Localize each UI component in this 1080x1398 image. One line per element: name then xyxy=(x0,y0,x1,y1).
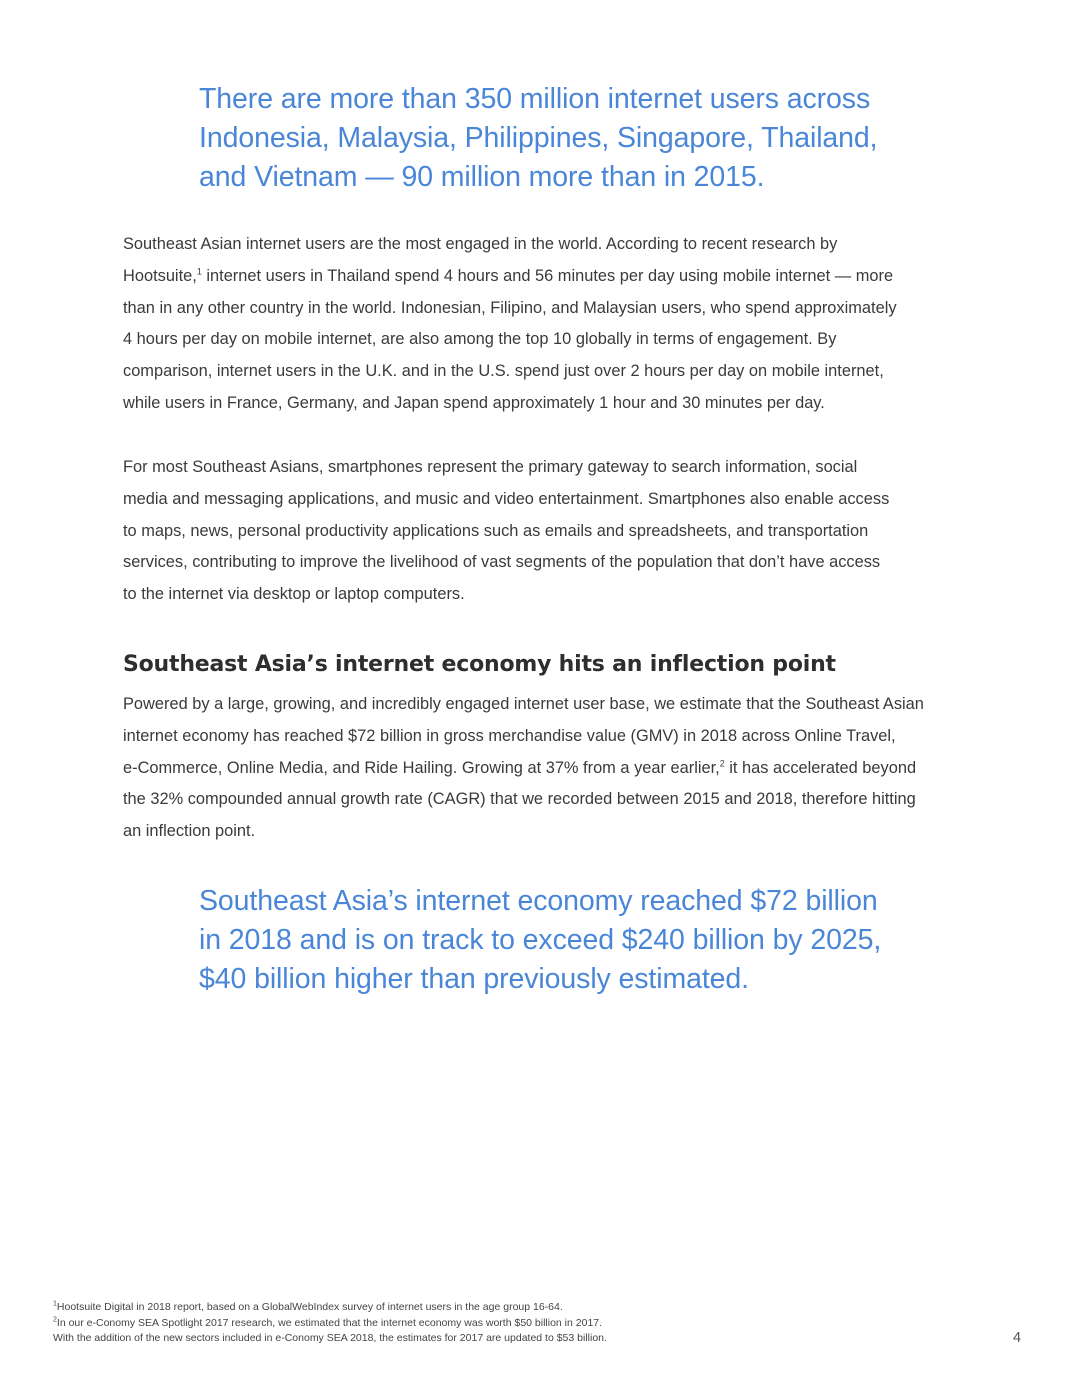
quote-line: $40 billion higher than previously estimated. xyxy=(199,963,749,995)
section-heading: Southeast Asia’s internet economy hits an inflection point xyxy=(123,652,836,677)
footnote-text: With the addition of the new sectors included in e-Conomy SEA 2018, the estimates for 2017 are updated to $53 billion. xyxy=(53,1332,607,1345)
footnote-marker: 2 xyxy=(53,1316,57,1324)
paragraph-line xyxy=(123,753,973,785)
footnote-marker: 1 xyxy=(53,1300,57,1308)
paragraph-engagement xyxy=(123,229,973,420)
paragraph-line xyxy=(123,261,973,293)
paragraph-line: For most Southeast Asians, smartphones represent the primary gateway to search information, social xyxy=(123,458,858,476)
paragraph-line: 4 hours per day on mobile internet, are also among the top 10 globally in terms of engagement. By xyxy=(123,330,837,349)
quote-line: There are more than 350 million internet users across xyxy=(199,83,871,115)
footnote-3 xyxy=(53,1331,607,1347)
pull-quote-internet-users xyxy=(199,80,919,197)
paragraph-line: internet economy has reached $72 billion in gross merchandise value (GMV) in 2018 across Online Travel, xyxy=(123,726,896,745)
paragraph-line: comparison, internet users in the U.K. and in the U.S. spend just over 2 hours per day on mobile internet, xyxy=(123,362,884,381)
quote-line: and Vietnam — 90 million more than in 2015. xyxy=(199,161,765,193)
paragraph-smartphones xyxy=(123,452,973,611)
paragraph-text: e-Commerce, Online Media, and Ride Hailing. Growing at 37% from a year earlier, xyxy=(123,758,720,777)
paragraph-line: Powered by a large, growing, and incredibly engaged internet user base, we estimate that the Southeast Asian xyxy=(123,695,924,713)
paragraph-line: services, contributing to improve the livelihood of vast segments of the population that don’t have access xyxy=(123,553,881,572)
paragraph-line: the 32% compounded annual growth rate (CAGR) that we recorded between 2015 and 2018, therefore hitting xyxy=(123,790,916,809)
paragraph-line: to maps, news, personal productivity applications such as emails and spreadsheets, and transportation xyxy=(123,521,869,540)
footnote-text: In our e-Conomy SEA Spotlight 2017 research, we estimated that the internet economy was worth $50 billion in 2017. xyxy=(56,1316,603,1329)
paragraph-text: internet users in Thailand spend 4 hours and 56 minutes per day using mobile internet — more xyxy=(201,266,894,285)
paragraph-line: Southeast Asian internet users are the most engaged in the world. According to recent research by xyxy=(123,235,838,253)
paragraph-line: media and messaging applications, and music and video entertainment. Smartphones also enable access xyxy=(123,489,890,508)
footnote-text: Hootsuite Digital in 2018 report, based on a GlobalWebIndex survey of internet users in the age group 16-64. xyxy=(56,1301,563,1313)
footnote-1 xyxy=(53,1300,607,1316)
page-number: 4 xyxy=(1013,1330,1022,1346)
quote-line: in 2018 and is on track to exceed $240 billion by 2025, xyxy=(199,924,882,956)
paragraph-line: than in any other country in the world. Indonesian, Filipino, and Malaysian users, who spend approximately xyxy=(123,298,897,317)
quote-line: Indonesia, Malaysia, Philippines, Singapore, Thailand, xyxy=(199,122,878,154)
footnotes xyxy=(53,1300,607,1347)
paragraph-internet-economy xyxy=(123,689,973,848)
paragraph-line: while users in France, Germany, and Japan spend approximately 1 hour and 30 minutes per day. xyxy=(123,393,825,412)
footnote-2 xyxy=(53,1316,607,1332)
footnote-ref: 1 xyxy=(196,266,202,277)
paragraph-text: it has accelerated beyond xyxy=(724,758,917,777)
footnote-ref: 2 xyxy=(719,758,725,769)
paragraph-text: Hootsuite, xyxy=(123,266,197,285)
quote-line: Southeast Asia’s internet economy reached $72 billion xyxy=(199,885,878,917)
paragraph-line: an inflection point. xyxy=(123,822,256,841)
paragraph-line: to the internet via desktop or laptop computers. xyxy=(123,585,465,604)
pull-quote-economy-forecast xyxy=(199,882,919,999)
